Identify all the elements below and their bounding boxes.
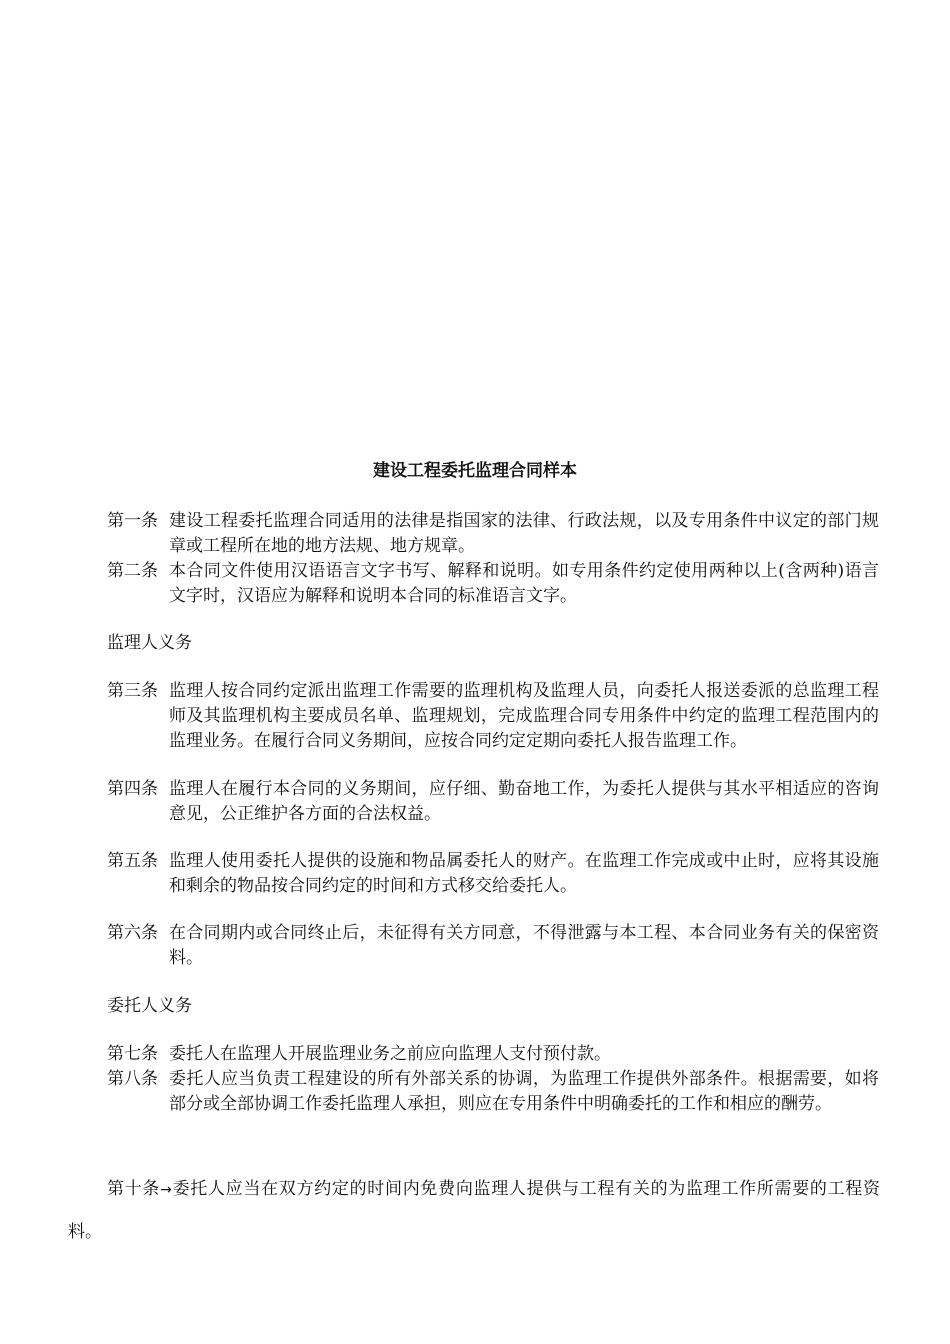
article-text: 建设工程委托监理合同适用的法律是指国家的法律、行政法规，以及专用条件中议定的部门规章或工程所在地的地方法规、地方规章。 xyxy=(169,511,879,556)
article-1 xyxy=(107,509,879,559)
article-7 xyxy=(107,1042,879,1067)
article-number: 第二条 xyxy=(107,561,158,581)
article-number: 第七条 xyxy=(107,1044,158,1064)
section-heading-supervisor-duties: 监理人义务 xyxy=(107,633,192,653)
article-4 xyxy=(107,777,879,827)
article-number: 第十条 xyxy=(107,1179,161,1199)
article-text: 委托人应当负责工程建设的所有外部关系的协调，为监理工作提供外部条件。根据需要，如将部分或全部协调工作委托监理人承担，则应在专用条件中明确委托的工作和相应的酬劳。 xyxy=(169,1069,879,1114)
article-text: 监理人按合同约定派出监理工作需要的监理机构及监理人员，向委托人报送委派的总监理工程师及其监理机构主要成员名单、监理规划，完成监理合同专用条件中约定的监理工程范围内的监理业务。在履行合同义务期间，应按合同约定定期向委托人报告监理工作。 xyxy=(169,681,879,751)
tab-arrow-icon: → xyxy=(160,1182,172,1198)
article-number: 第一条 xyxy=(107,511,158,531)
article-number: 第三条 xyxy=(107,681,158,701)
article-text: 本合同文件使用汉语语言文字书写、解释和说明。如专用条件约定使用两种以上(含两种)语言文字时，汉语应为解释和说明本合同的标准语言文字。 xyxy=(169,561,879,606)
article-number: 第六条 xyxy=(107,923,158,943)
article-text: 委托人在监理人开展监理业务之前应向监理人支付预付款。 xyxy=(169,1044,611,1064)
document-title: 建设工程委托监理合同样本 xyxy=(373,461,577,481)
article-number: 第四条 xyxy=(107,779,158,799)
article-text: 在合同期内或合同终止后，未征得有关方同意，不得泄露与本工程、本合同业务有关的保密资料。 xyxy=(169,923,879,968)
article-5 xyxy=(107,849,879,899)
article-text: 监理人在履行本合同的义务期间，应仔细、勤奋地工作，为委托人提供与其水平相适应的咨询意见，公正维护各方面的合法权益。 xyxy=(169,779,879,824)
article-text: 监理人使用委托人提供的设施和物品属委托人的财产。在监理工作完成或中止时，应将其设施和剩余的物品按合同约定的时间和方式移交给委托人。 xyxy=(169,851,879,896)
article-2 xyxy=(107,559,879,609)
article-number: 第八条 xyxy=(107,1069,158,1089)
article-text: 委托人应当在双方约定的时间内免费向监理人提供与工程有关的为监理工作所需要的工程资料。 xyxy=(68,1179,881,1242)
article-number: 第五条 xyxy=(107,851,158,871)
section-heading-client-duties: 委托人义务 xyxy=(107,996,192,1016)
article-10 xyxy=(68,1168,880,1253)
article-3 xyxy=(107,679,879,754)
article-8 xyxy=(107,1067,879,1117)
article-6 xyxy=(107,921,879,971)
